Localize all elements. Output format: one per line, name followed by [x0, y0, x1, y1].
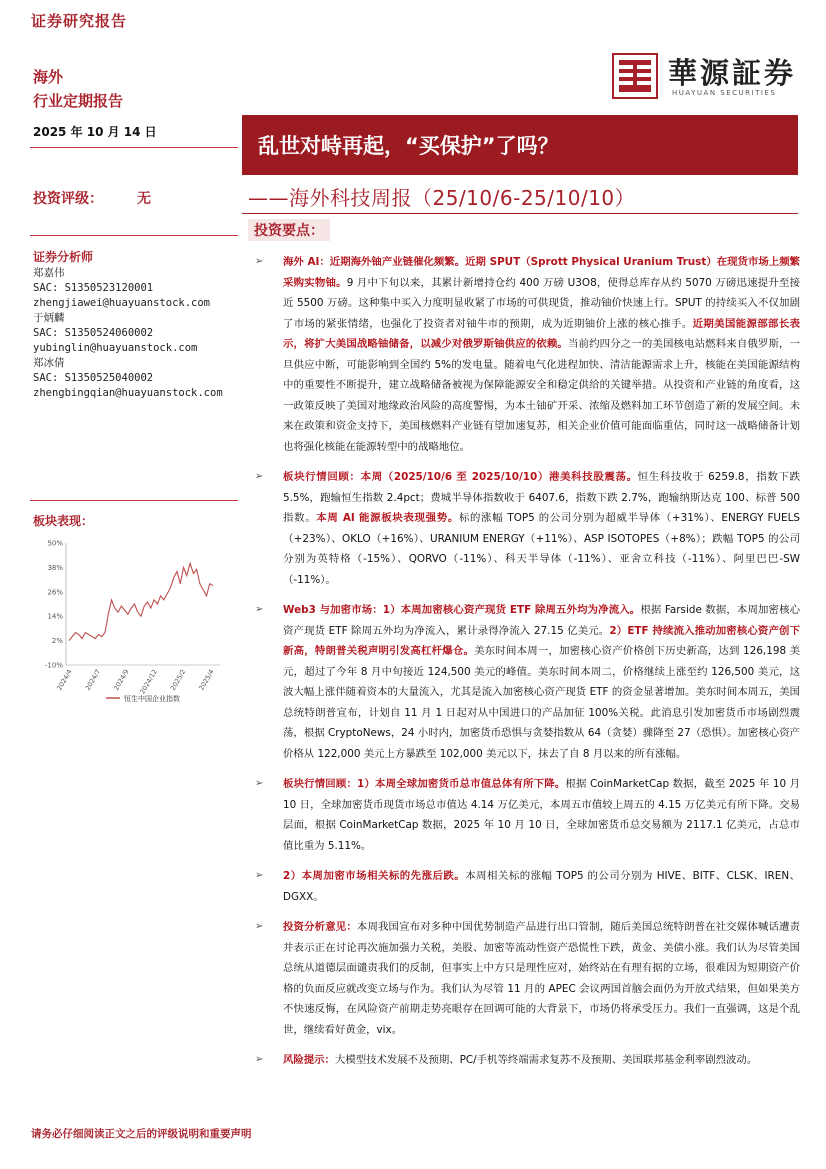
- analyst-sac: SAC: S1350525040002: [33, 372, 154, 384]
- key-point-text: 根据 CoinMarketCap 数据，截至 2025 年 10 月 10 日，全球加密货币现货市场总市值达 4.14 万亿美元，本周五市值较上周五的 4.15 万亿美元有所下降。交易层面，根据 CoinMarketCap 数据，2025 年 10 月 10 日，全球加密货币总交易额为 2117.1 亿美元，占总市值比重为 5.11%。: [283, 778, 800, 852]
- chart-x-tick-label: 2025/2: [168, 668, 188, 692]
- chart-y-tick-label: 50%: [47, 539, 63, 548]
- chart-legend-label: 恒生中国企业指数: [124, 695, 180, 703]
- key-point-item: [255, 774, 800, 856]
- logo-mark-icon: [612, 53, 658, 99]
- key-point-highlight: 海外 AI：近期海外铀产业链催化频繁。近期 SPUT（Sprott Physical Uranium Trust）在现货市场上频繁采购实物铀。: [283, 256, 800, 289]
- key-point-text: 根据 Farside 数据，本周加密核心资产现货 ETF 除周五外均为净流入，累计录得净流入 27.15 亿美元。: [283, 604, 801, 637]
- key-point-text: 本周相关标的涨幅 TOP5 的公司分别为 HIVE、BITF、CLSK、IREN、DGXX。: [283, 870, 800, 903]
- key-point-highlight: 风险提示：: [283, 1054, 335, 1066]
- chart-x-tick-label: 2024/12: [138, 668, 159, 696]
- performance-chart: [30, 535, 230, 710]
- key-point-text: 标的涨幅 TOP5 的公司分别为超威半导体（+31%）、ENERGY FUELS（+23%）、OKLO（+16%）、URANIUM ENERGY（+11%）、ASP ISOTOPES（+8%）；跌幅 TOP5 的公司分别为英特格（-15%）、QORVO（-11%）、科天半导体（-11%）、亚舍立科技（-11%）、阿里巴巴-SW（-11%）。: [283, 512, 800, 586]
- bullet-arrow-icon: ➢: [255, 1054, 264, 1065]
- bullet-arrow-icon: ➢: [255, 471, 264, 482]
- key-point-highlight: 近期美国能源部部长表示，将扩大美国战略铀储备，以减少对俄罗斯铀供应的依赖。: [283, 317, 801, 350]
- chart-y-tick-label: 14%: [47, 612, 63, 621]
- analyst-sac: SAC: S1350524060002: [33, 327, 154, 339]
- analyst-email[interactable]: zhengjiawei@huayuanstock.com: [33, 297, 211, 309]
- key-point-highlight: 2）本周加密市场相关标的先涨后跌。: [283, 870, 466, 882]
- rating-value: 无: [137, 191, 151, 207]
- analyst-email[interactable]: yubinglin@huayuanstock.com: [33, 342, 198, 354]
- key-point-text: 本周我国宣布对多种中国优势制造产品进行出口管制，随后美国总统特朗普在社交媒体喊话遭责并表示正在讨论再次施加强力关税，美股、加密等流动性资产恐慌性下跌，黄金、美债小涨。我们认为尽管美国总统从道德层面谴责我们的反制，但事实上中方只是理性应对，始终站在有理有据的立场，很难因为短期资产价格的负面反应就改变立场与作为。我们认为尽管 11 月的 APEC 会议两国首脑会面仍为开放式结果，但如果美方不快速反悔，在风险资产前期走势亮眼存在回调可能的大背景下，市场仍将承受压力。我们一直强调，这是个乱世，继续看好黄金，vix。: [283, 921, 801, 1036]
- divider: [30, 147, 238, 148]
- key-point-highlight: 板块行情回顾：本周（2025/10/6 至 2025/10/10）港美科技股震荡。: [283, 471, 638, 483]
- divider: [242, 213, 798, 214]
- rating-label: 投资评级：: [33, 191, 103, 207]
- key-point-item: [255, 252, 800, 457]
- key-point-highlight: 本周 AI 能源板块表现强势。: [316, 512, 459, 524]
- page-subtitle: ——海外科技周报（25/10/6-25/10/10）: [248, 186, 636, 210]
- key-point-item: [255, 1050, 800, 1071]
- divider: [30, 235, 238, 236]
- key-point-text: 恒生科技收于 6259.8，指数下跌 5.5%，跑输恒生指数 2.4pct；费城半导体指数收于 6407.6，指数下跌 2.7%，跑输纳斯达克 100、标普 500 指数。: [283, 471, 800, 524]
- company-logo: [612, 53, 798, 99]
- key-point-text: 当前约四分之一的美国核电站燃料来自俄罗斯，一旦供应中断，可能影响到全国约 5%的发电量。随着电气化进程加快、清洁能源需求上升，核能在美国能源结构中的重要性不断提升，建立战略储备被视为保障能源安全和稳定供给的关键举措。从投资和产业链的角度看，这一政策反映了美国对地缘政治风险的高度警惕，为本土铀矿开采、浓缩及燃料加工环节创造了新的发展空间。未来在政策和资金支持下，美国核燃料产业链有望加速复苏，相关企业价值可能面临重估，同时这一战略储备计划也将强化核能在能源转型中的战略地位。: [283, 338, 800, 453]
- chart-y-tick-label: -10%: [44, 661, 63, 670]
- bullet-arrow-icon: ➢: [255, 921, 264, 932]
- bullet-arrow-icon: ➢: [255, 870, 264, 881]
- analyst-name: 于炳麟: [33, 312, 65, 324]
- analyst-sac: SAC: S1350523120001: [33, 282, 154, 294]
- chart-x-tick-label: 2024/9: [112, 668, 131, 692]
- key-point-highlight: 2）ETF 持续流入推动加密核心资产创下新高，特朗普关税声明引发高杠杆爆仓。: [283, 624, 800, 657]
- logo-name: 華源証券: [668, 56, 797, 90]
- bullet-arrow-icon: ➢: [255, 778, 264, 789]
- chart-x-tick-label: 2024/4: [55, 668, 74, 692]
- chart-x-tick-label: 2024/7: [83, 668, 103, 692]
- analyst-name: 郑嘉伟: [33, 267, 65, 279]
- logo-name-en: HUAYUAN SECURITIES: [672, 89, 777, 97]
- page-title: 乱世对峙再起，“买保护”了吗？: [258, 134, 559, 158]
- chart-x-tick-label: 2025/4: [197, 668, 216, 692]
- chart-y-tick-label: 2%: [51, 637, 63, 646]
- performance-title: 板块表现：: [33, 514, 94, 528]
- chart-y-tick-label: 38%: [47, 563, 63, 572]
- key-point-item: [255, 866, 800, 907]
- analyst-email[interactable]: zhengbingqian@huayuanstock.com: [33, 387, 223, 399]
- key-point-highlight: 投资分析意见：: [283, 921, 357, 933]
- key-point-highlight: Web3 与加密市场：1）本周加密核心资产现货 ETF 除周五外均为净流入。: [283, 604, 641, 616]
- title-banner: [242, 115, 798, 175]
- footer-disclaimer: 请务必仔细阅读正文之后的评级说明和重要声明: [31, 1128, 252, 1140]
- key-point-highlight: 板块行情回顾：1）本周全球加密货币总市值总体有所下降。: [283, 778, 566, 790]
- key-point-text: 美东时间本周一，加密核心资产价格创下历史新高，达到 126,198 美元，超过了今年 8 月中旬接近 124,500 美元的峰值。美东时间本周二，价格继续上涨至约 126,500 美元，这波大幅上涨伴随着资本的大量流入，尤其是流入加密核心资产现货 ETF 的资金显著增加。美东时间本周五，美国总统特朗普宣布，计划自 11 月 1 日起对从中国进口的产品加征 100%关税。此消息引发加密货币市场剧烈震荡，根据 CryptoNews，24 小时内，加密货币恐惧与贪婪指数从 64（贪婪）骤降至 27（恐惧）。加密核心资产价格从 122,000 美元上方暴跌至 102,000 美元以下，抹去了自 8 月以来的所有涨幅。: [283, 645, 800, 760]
- report-type: 证券研究报告: [31, 12, 128, 30]
- chart-series-line: [69, 563, 213, 640]
- chart-y-tick-label: 26%: [47, 588, 63, 597]
- category-type: 行业定期报告: [33, 92, 124, 110]
- category-region: 海外: [33, 68, 64, 86]
- bullet-arrow-icon: ➢: [255, 256, 264, 267]
- bullet-arrow-icon: ➢: [255, 604, 264, 615]
- key-point-item: [255, 600, 800, 764]
- key-points-list: [255, 252, 800, 1081]
- key-point-item: [255, 917, 800, 1040]
- analyst-name: 郑冰倩: [33, 357, 65, 369]
- analyst-list: [33, 266, 223, 401]
- divider: [30, 500, 238, 501]
- key-point-item: [255, 467, 800, 590]
- key-point-text: 大模型技术发展不及预期、PC/手机等终端需求复苏不及预期、美国联邦基金利率剧烈波动。: [334, 1054, 758, 1066]
- report-date: 2025 年 10 月 14 日: [33, 125, 157, 139]
- key-point-text: 9 月中下旬以来，其累计新增持仓约 400 万磅 U3O8，使得总库存从约 5070 万磅迅速提升至接近 5500 万磅。这种集中买入力度明显收紧了市场的可供现货，推动铀价快速上行。SPUT 的持续买入不仅加剧了市场的紧张情绪，也强化了投资者对铀牛市的预期，成为近期铀价上涨的核心推手。: [283, 276, 800, 330]
- key-points-title: 投资要点：: [248, 219, 330, 241]
- analyst-section-title: 证券分析师: [33, 250, 94, 264]
